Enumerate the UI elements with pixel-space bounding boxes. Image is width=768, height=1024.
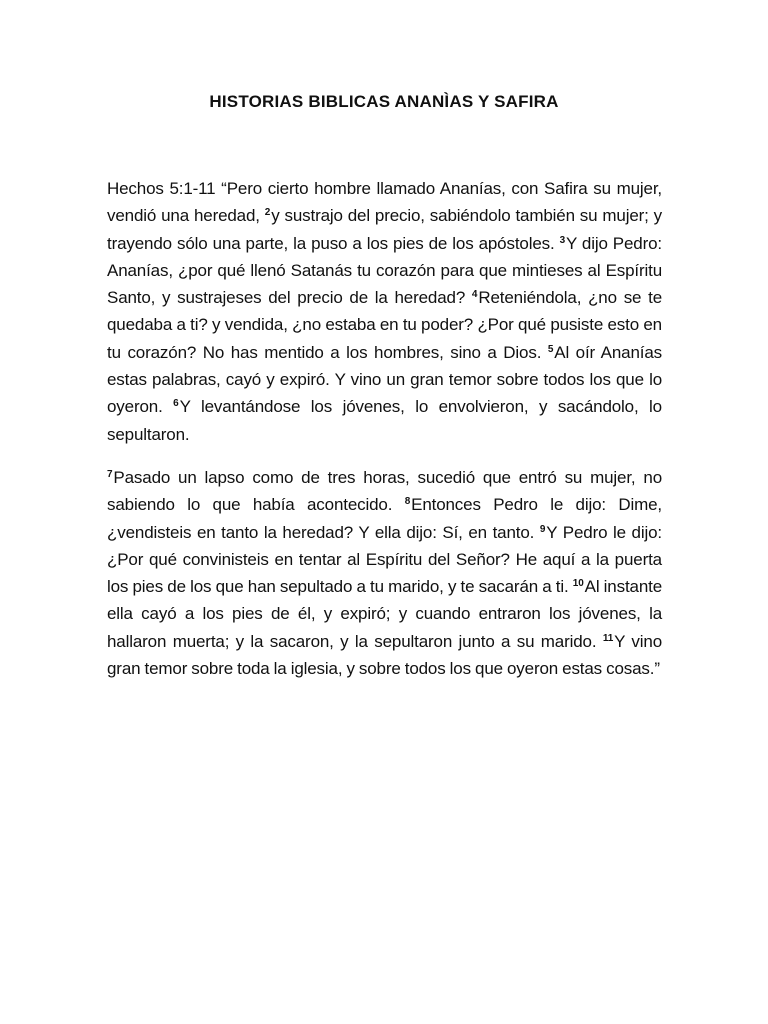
verse-number: 3 [559, 234, 566, 246]
verse-text: Hechos 5:1-11 “Pero cierto hombre llamado Ananías, con Safira su mujer, vendió una heredad, [107, 179, 662, 226]
verse-text: Entonces Pedro le dijo: Dime, ¿vendisteis en tanto la heredad? Y ella dijo: Sí, en tanto. [107, 495, 662, 542]
paragraph-2 [107, 464, 662, 682]
verse-text: Al instante ella cayó a los pies de él, y expiró; y cuando entraron los jóvenes, la hallaron muerta; y la sacaron, y la sepultaron junto a su marido. [107, 577, 662, 651]
verse-number: 5 [547, 343, 554, 355]
verse-number: 9 [539, 523, 546, 535]
verse-text: Al oír Ananías estas palabras, cayó y expiró. Y vino un gran temor sobre todos los que lo oyeron. [107, 342, 663, 417]
verse-number: 10 [572, 578, 584, 590]
document-title: HISTORIAS BIBLICAS ANANÌAS Y SAFIRA [209, 92, 559, 111]
paragraph-1 [107, 175, 662, 448]
verse-text: Reteniéndola, ¿no se te quedaba a ti? y vendida, ¿no estaba en tu poder? ¿Por qué pusiste esto en tu corazón? No has mentido a los hombres, sino a Dios. [107, 288, 662, 362]
verse-text: y sustrajo del precio, sabiéndolo también su mujer; y trayendo sólo una parte, la puso a los pies de los apóstoles. [107, 206, 662, 253]
verse-text: Pasado un lapso como de tres horas, sucedió que entró su mujer, no sabiendo lo que había acontecido. [107, 467, 662, 515]
verse-number: 7 [107, 468, 113, 480]
verse-number: 6 [173, 398, 179, 410]
verse-text: Y levantándose los jóvenes, lo envolvieron, y sacándolo, lo sepultaron. [107, 397, 662, 444]
verse-number: 11 [602, 632, 614, 644]
verse-text: Y vino gran temor sobre toda la iglesia, y sobre todos los que oyeron estas cosas.” [107, 631, 662, 679]
verse-number: 2 [264, 207, 271, 219]
verse-text: Y Pedro le dijo: ¿Por qué convinisteis en tentar al Espíritu del Señor? He aquí a la puerta los pies de los que han sepultado a tu marido, y te sacarán a ti. [107, 522, 662, 597]
verse-number: 8 [404, 496, 411, 508]
verse-text: Y dijo Pedro: Ananías, ¿por qué llenó Satanás tu corazón para que mintieses al Espíritu Santo, y sustrajeses del precio de la heredad? [107, 233, 662, 308]
document-body [107, 175, 662, 698]
verse-number: 4 [471, 289, 478, 301]
